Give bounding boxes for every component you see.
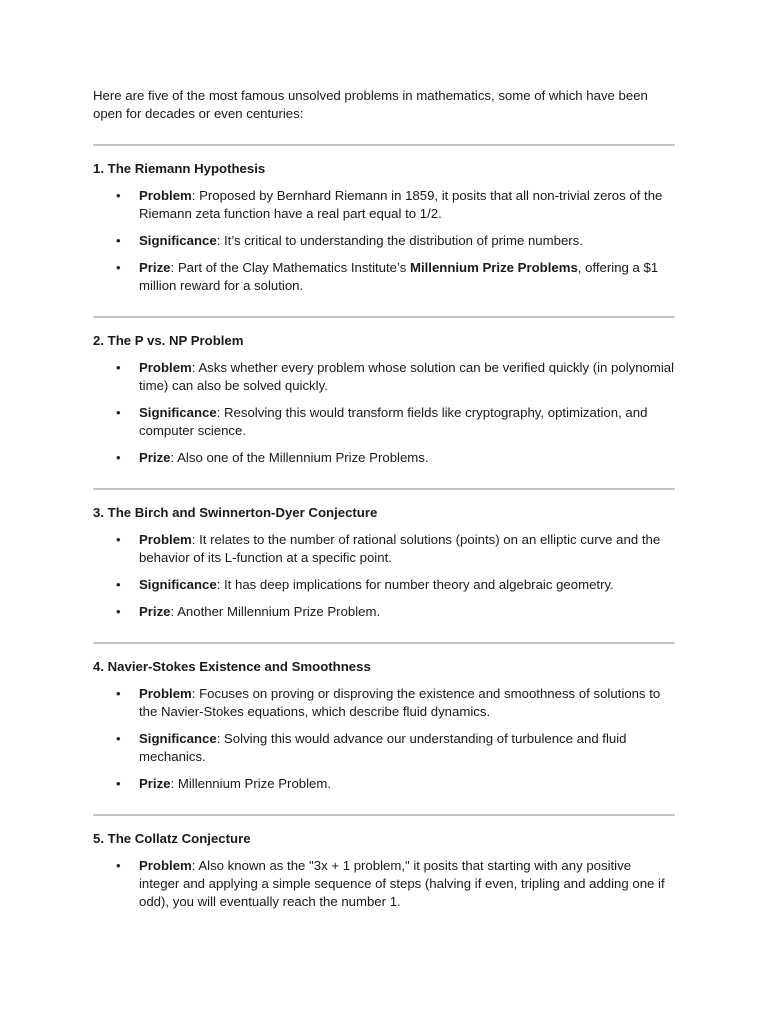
item-term: Problem: [139, 360, 192, 375]
item-text: : Resolving this would transform fields like cryptography, optimization, and computer science.: [139, 405, 648, 438]
bullet-icon: •: [116, 188, 121, 203]
list-item: [93, 576, 675, 594]
item-text: : Proposed by Bernhard Riemann in 1859, it posits that all non-trivial zeros of the Riemann zeta function have a real part equal to 1/2.: [139, 188, 663, 221]
list-item: [93, 857, 675, 911]
item-text: : Part of the Clay Mathematics Institute’s: [170, 260, 410, 275]
item-term: Significance: [139, 405, 217, 420]
bullet-icon: •: [116, 405, 121, 420]
item-term: Significance: [139, 233, 217, 248]
item-term: Problem: [139, 686, 192, 701]
section-heading: 3. The Birch and Swinnerton-Dyer Conjecture: [93, 505, 378, 520]
item-term: Prize: [139, 450, 171, 465]
bullet-list: [93, 857, 675, 911]
list-item: [93, 531, 675, 567]
bullet-icon: •: [116, 731, 121, 746]
item-text: : Solving this would advance our understanding of turbulence and fluid mechanics.: [139, 731, 627, 764]
document-page: [93, 87, 675, 911]
list-item: [93, 603, 675, 621]
bullet-icon: •: [116, 604, 121, 619]
intro-paragraph: Here are five of the most famous unsolved problems in mathematics, some of which have been open for decades or even centuries:: [93, 88, 648, 121]
list-item: [93, 685, 675, 721]
item-highlight: Millennium Prize Problems: [409, 260, 578, 275]
item-term: Prize: [139, 604, 171, 619]
list-item: [93, 404, 675, 440]
item-text: : Focuses on proving or disproving the existence and smoothness of solutions to the Navier-Stokes equations, which describe fluid dynamics.: [139, 686, 661, 719]
bullet-list: [93, 531, 675, 621]
section-p-vs-np: [93, 318, 675, 488]
item-term: Problem: [139, 532, 192, 547]
list-item: [93, 730, 675, 766]
item-term: Problem: [139, 858, 192, 873]
bullet-list: [93, 359, 675, 467]
item-text: : It’s critical to understanding the distribution of prime numbers.: [216, 233, 583, 248]
item-text: : Also one of the Millennium Prize Problems.: [170, 450, 429, 465]
item-text-after: , offering a $1 million reward for a solution.: [139, 260, 659, 293]
item-text: : Also known as the "3x + 1 problem," it posits that starting with any positive integer and applying a simple sequence of steps (halving if even, tripling and adding one if odd), you will eventually reach the number 1.: [139, 858, 665, 909]
list-item: [93, 232, 675, 250]
list-item: [93, 449, 675, 467]
section-collatz-conjecture: [93, 816, 675, 911]
section-heading: 1. The Riemann Hypothesis: [93, 161, 266, 176]
item-term: Prize: [139, 260, 171, 275]
section-navier-stokes: [93, 644, 675, 814]
section-riemann-hypothesis: [93, 146, 675, 316]
section-heading: 5. The Collatz Conjecture: [93, 831, 251, 846]
bullet-icon: •: [116, 532, 121, 547]
section-heading: 4. Navier-Stokes Existence and Smoothness: [93, 659, 371, 674]
section-heading: 2. The P vs. NP Problem: [93, 333, 244, 348]
bullet-list: [93, 685, 675, 793]
list-item: [93, 775, 675, 793]
item-term: Problem: [139, 188, 192, 203]
item-text: : It relates to the number of rational solutions (points) on an elliptic curve and the behavior of its L-function at a specific point.: [139, 532, 661, 565]
item-text: : Asks whether every problem whose solution can be verified quickly (in polynomial time) can also be solved quickly.: [139, 360, 675, 393]
bullet-icon: •: [116, 260, 121, 275]
bullet-icon: •: [116, 450, 121, 465]
bullet-icon: •: [116, 858, 121, 873]
list-item: [93, 187, 675, 223]
item-text: : Another Millennium Prize Problem.: [170, 604, 381, 619]
item-text: : Millennium Prize Problem.: [170, 776, 332, 791]
list-item: [93, 359, 675, 395]
bullet-icon: •: [116, 360, 121, 375]
bullet-list: [93, 187, 675, 295]
item-term: Significance: [139, 577, 217, 592]
bullet-icon: •: [116, 577, 121, 592]
item-text: : It has deep implications for number theory and algebraic geometry.: [216, 577, 614, 592]
item-term: Prize: [139, 776, 171, 791]
bullet-icon: •: [116, 686, 121, 701]
section-birch-swinnerton-dyer: [93, 490, 675, 642]
bullet-icon: •: [116, 776, 121, 791]
list-item: [93, 259, 675, 295]
item-term: Significance: [139, 731, 217, 746]
bullet-icon: •: [116, 233, 121, 248]
